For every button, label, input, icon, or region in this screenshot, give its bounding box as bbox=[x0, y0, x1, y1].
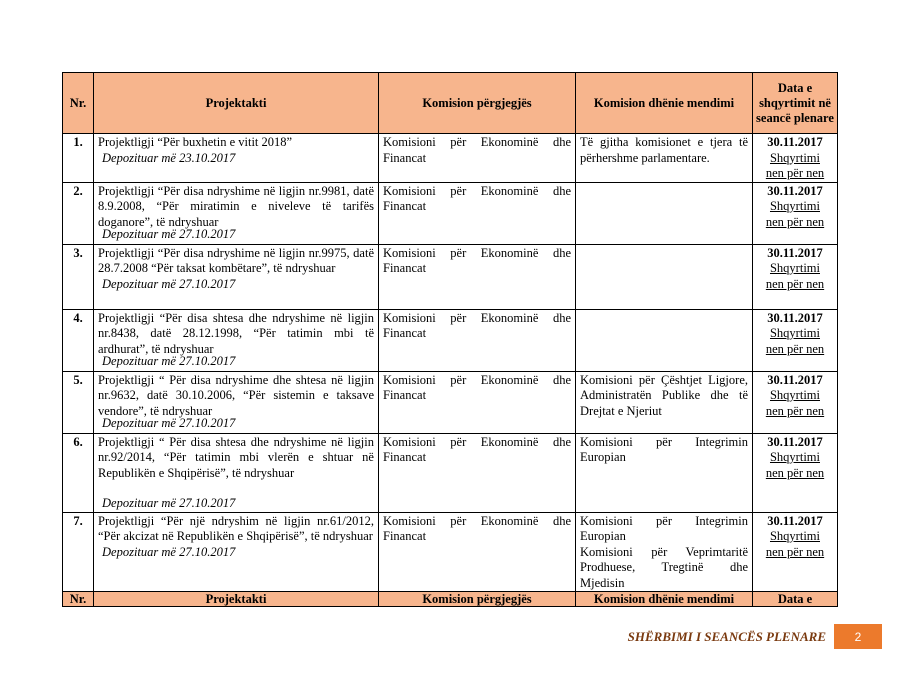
shqyrtimi-link[interactable]: Shqyrtimi bbox=[769, 199, 820, 213]
projektakti-text: Projektligji “ Për disa shtesa dhe ndryshime në ligjin nr.92/2014, “Për tatimin mbi vlerën e shtuar në Republikën e Shqipërisë”, të ndryshuar bbox=[98, 434, 374, 480]
row-pergjegjes: Komisioni për Ekonominë dhe Financat bbox=[379, 371, 576, 433]
row-date bbox=[753, 371, 838, 433]
depozituar-text: Depozituar më 23.10.2017 bbox=[102, 150, 236, 165]
row-projektakti bbox=[94, 182, 379, 244]
row-projektakti bbox=[94, 512, 379, 592]
table-row bbox=[63, 371, 838, 433]
row-date bbox=[753, 512, 838, 592]
date-value: 30.11.2017 bbox=[767, 245, 823, 260]
table-row bbox=[63, 433, 838, 512]
footer-nr: Nr. bbox=[63, 592, 94, 607]
row-pergjegjes: Komisioni për Ekonominë dhe Financat bbox=[379, 309, 576, 371]
projektakti-text: Projektligji “Për disa ndryshime në ligjin nr.9981, datë 8.9.2008, “Për miratimin e niveleve të tarifës doganore”, të ndryshuar bbox=[98, 183, 374, 229]
row-pergjegjes: Komisioni për Ekonominë dhe Financat bbox=[379, 512, 576, 592]
plenary-schedule-table bbox=[62, 72, 838, 607]
shqyrtimi-link[interactable]: Shqyrtimi bbox=[769, 326, 820, 340]
row-projektakti bbox=[94, 433, 379, 512]
date-value: 30.11.2017 bbox=[767, 183, 823, 198]
depozituar-text: Depozituar më 27.10.2017 bbox=[102, 496, 236, 510]
depozituar-text: Depozituar më 27.10.2017 bbox=[102, 354, 236, 368]
date-value: 30.11.2017 bbox=[767, 135, 823, 149]
footer-label: SHËRBIMI I SEANCËS PLENARE bbox=[627, 628, 826, 644]
nen-per-nen-link[interactable]: nen për nen bbox=[765, 544, 825, 559]
shqyrtimi-link[interactable]: Shqyrtimi bbox=[769, 261, 820, 275]
depozituar-text: Depozituar më 27.10.2017 bbox=[102, 416, 236, 430]
nen-per-nen-link[interactable]: nen për nen bbox=[765, 341, 825, 356]
shqyrtimi-link[interactable]: Shqyrtimi bbox=[769, 388, 820, 402]
date-value: 30.11.2017 bbox=[767, 513, 823, 528]
table-header-row bbox=[63, 73, 838, 134]
row-date bbox=[753, 134, 838, 183]
projektakti-text: Projektligji “Për një ndryshim në ligjin nr.61/2012, “Për akcizat në Republikën e Shqipërisë”, të ndryshuar bbox=[98, 513, 374, 543]
row-date bbox=[753, 309, 838, 371]
row-pergjegjes: Komisioni për Ekonominë dhe Financat bbox=[379, 182, 576, 244]
row-dhenie bbox=[576, 244, 753, 309]
row-dhenie: Komisioni për Integrimin Europian bbox=[576, 433, 753, 512]
row-projektakti bbox=[94, 309, 379, 371]
row-projektakti bbox=[94, 244, 379, 309]
nen-per-nen-link[interactable]: nen për nen bbox=[765, 166, 825, 180]
row-number: 2. bbox=[63, 182, 94, 244]
row-pergjegjes: Komisioni për Ekonominë dhe Financat bbox=[379, 244, 576, 309]
row-number: 1. bbox=[63, 134, 94, 183]
header-komision-pergjegjes: Komision përgjegjës bbox=[379, 73, 576, 134]
row-projektakti bbox=[94, 134, 379, 183]
projektakti-text: Projektligji “Për buxhetin e vitit 2018” bbox=[98, 135, 293, 149]
projektakti-text: Projektligji “Për disa ndryshime në ligjin nr.9975, datë 28.7.2008 “Për taksat kombëtare”, të ndryshuar bbox=[98, 245, 374, 275]
header-komision-dhenie: Komision dhënie mendimi bbox=[576, 73, 753, 134]
row-number: 4. bbox=[63, 309, 94, 371]
projektakti-text: Projektligji “ Për disa ndryshime dhe shtesa në ligjin nr.9632, datë 30.10.2006, “Për sistemin e taksave vendore”, të ndryshuar bbox=[98, 372, 374, 418]
footer-projektakti: Projektakti bbox=[94, 592, 379, 607]
row-projektakti bbox=[94, 371, 379, 433]
row-date bbox=[753, 433, 838, 512]
table-row bbox=[63, 182, 838, 244]
row-dhenie bbox=[576, 309, 753, 371]
dhenie-line-2: Komisioni për Veprimtaritë Prodhuese, Tregtinë dhe Mjedisin bbox=[580, 544, 748, 590]
depozituar-text: Depozituar më 27.10.2017 bbox=[102, 276, 236, 291]
row-date bbox=[753, 182, 838, 244]
footer-komision-dhenie: Komision dhënie mendimi bbox=[576, 592, 753, 607]
page-footer bbox=[628, 624, 882, 649]
date-value: 30.11.2017 bbox=[767, 434, 823, 449]
shqyrtimi-link[interactable]: Shqyrtimi bbox=[769, 529, 820, 543]
table-footer-header-row bbox=[63, 592, 838, 607]
footer-komision-pergjegjes: Komision përgjegjës bbox=[379, 592, 576, 607]
dhenie-line-1: Komisioni për Integrimin Europian bbox=[580, 513, 748, 543]
date-value: 30.11.2017 bbox=[767, 310, 823, 325]
row-dhenie: Të gjitha komisionet e tjera të përhershme parlamentare. bbox=[576, 134, 753, 183]
page-number: 2 bbox=[834, 624, 882, 649]
header-nr: Nr. bbox=[63, 73, 94, 134]
nen-per-nen-link[interactable]: nen për nen bbox=[765, 214, 825, 229]
table-row bbox=[63, 134, 838, 183]
row-dhenie bbox=[576, 182, 753, 244]
row-number: 6. bbox=[63, 433, 94, 512]
table-row bbox=[63, 512, 838, 592]
table-row bbox=[63, 309, 838, 371]
row-pergjegjes: Komisioni për Ekonominë dhe Financat bbox=[379, 433, 576, 512]
projektakti-text: Projektligji “Për disa shtesa dhe ndryshime në ligjin nr.8438, datë 28.12.1998, “Për tatimin mbi të ardhurat”, të ndryshuar bbox=[98, 310, 374, 356]
table-row bbox=[63, 244, 838, 309]
nen-per-nen-link[interactable]: nen për nen bbox=[765, 465, 825, 480]
row-number: 3. bbox=[63, 244, 94, 309]
row-date bbox=[753, 244, 838, 309]
depozituar-text: Depozituar më 27.10.2017 bbox=[102, 227, 236, 241]
row-dhenie: Komisioni për Çështjet Ligjore, Administratën Publike dhe të Drejtat e Njeriut bbox=[576, 371, 753, 433]
header-projektakti: Projektakti bbox=[94, 73, 379, 134]
row-number: 7. bbox=[63, 512, 94, 592]
row-dhenie bbox=[576, 512, 753, 592]
header-data: Data e shqyrtimit në seancë plenare bbox=[753, 73, 838, 134]
nen-per-nen-link[interactable]: nen për nen bbox=[765, 403, 825, 418]
date-value: 30.11.2017 bbox=[767, 372, 823, 387]
footer-data: Data e bbox=[753, 592, 838, 607]
shqyrtimi-link[interactable]: Shqyrtimi bbox=[769, 450, 820, 464]
shqyrtimi-link[interactable]: Shqyrtimi bbox=[769, 150, 820, 165]
depozituar-text: Depozituar më 27.10.2017 bbox=[102, 544, 236, 559]
row-pergjegjes: Komisioni për Ekonominë dhe Financat bbox=[379, 134, 576, 183]
row-number: 5. bbox=[63, 371, 94, 433]
nen-per-nen-link[interactable]: nen për nen bbox=[765, 276, 825, 291]
